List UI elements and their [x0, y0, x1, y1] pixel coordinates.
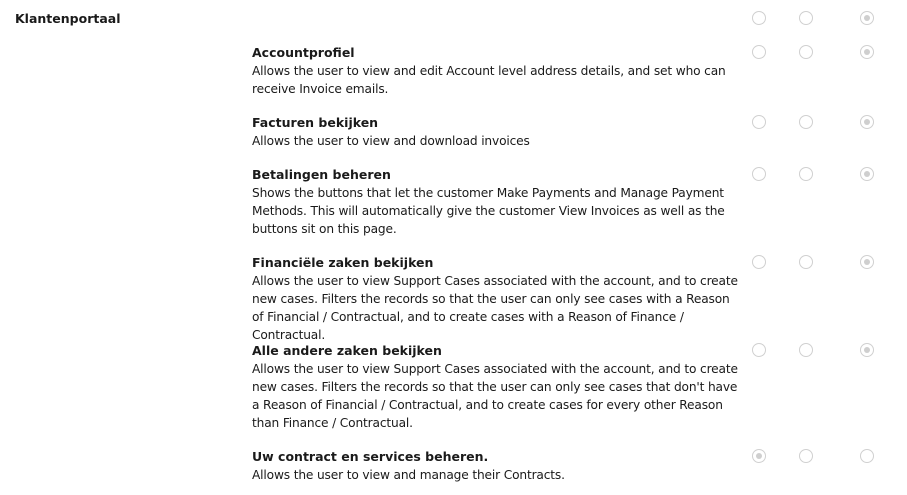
permission-radio-option-2[interactable]	[799, 449, 813, 463]
permission-radio-group	[0, 45, 907, 59]
section-radio-option-2[interactable]	[799, 11, 813, 25]
permission-radio-option-1[interactable]	[752, 343, 766, 357]
radio-dot	[756, 453, 762, 459]
permission-radio-option-2[interactable]	[799, 45, 813, 59]
permission-title: Alle andere zaken bekijken	[252, 343, 442, 358]
permission-radio-option-2[interactable]	[799, 167, 813, 181]
permission-title: Financiële zaken bekijken	[252, 255, 434, 270]
permission-radio-group	[0, 167, 907, 181]
permission-description: Allows the user to view and edit Account level address details, and set who can receive Invoice emails.	[252, 64, 726, 96]
permission-radio-group	[0, 343, 907, 357]
permission-radio-group	[0, 449, 907, 463]
permission-title: Uw contract en services beheren.	[252, 449, 489, 464]
radio-dot	[864, 347, 870, 353]
permission-radio-option-3[interactable]	[860, 45, 874, 59]
permission-title: Accountprofiel	[252, 45, 355, 60]
permission-description: Allows the user to view and download invoices	[252, 134, 530, 148]
radio-dot	[864, 119, 870, 125]
permission-description: Allows the user to view and manage their Contracts.	[252, 468, 565, 482]
radio-dot	[864, 171, 870, 177]
permission-radio-option-1[interactable]	[752, 449, 766, 463]
radio-dot	[864, 15, 870, 21]
permission-title: Betalingen beheren	[252, 167, 391, 182]
permission-radio-option-3[interactable]	[860, 255, 874, 269]
radio-dot	[864, 49, 870, 55]
permission-radio-option-1[interactable]	[752, 167, 766, 181]
permission-radio-option-3[interactable]	[860, 449, 874, 463]
section-title: Klantenportaal	[15, 11, 121, 26]
permission-radio-option-1[interactable]	[752, 115, 766, 129]
permission-radio-option-2[interactable]	[799, 343, 813, 357]
permission-title: Facturen bekijken	[252, 115, 379, 130]
section-radio-option-3[interactable]	[860, 11, 874, 25]
permission-radio-option-2[interactable]	[799, 255, 813, 269]
permission-radio-option-3[interactable]	[860, 115, 874, 129]
radio-dot	[864, 259, 870, 265]
permission-radio-option-3[interactable]	[860, 167, 874, 181]
permission-description: Shows the buttons that let the customer Make Payments and Manage Payment Methods. This will automatically give the customer View Invoices as well as the buttons sit on this page.	[252, 186, 725, 236]
permission-description: Allows the user to view Support Cases associated with the account, and to create new cases. Filters the records so that the user can only see cases that don't have a Reason of Financial / Contractual, and to create cases for every other Reason than Finance / Contractual.	[252, 362, 738, 430]
permission-radio-group	[0, 115, 907, 129]
permission-radio-option-2[interactable]	[799, 115, 813, 129]
section-radio-group	[0, 11, 907, 25]
permission-radio-option-1[interactable]	[752, 45, 766, 59]
permission-radio-group	[0, 255, 907, 269]
permission-radio-option-3[interactable]	[860, 343, 874, 357]
section-radio-option-1[interactable]	[752, 11, 766, 25]
permission-radio-option-1[interactable]	[752, 255, 766, 269]
permission-description: Allows the user to view Support Cases associated with the account, and to create new cases. Filters the records so that the user can only see cases with a Reason of Financial / Contractual, and to create cases with a Reason of Finance / Contractual.	[252, 274, 738, 342]
